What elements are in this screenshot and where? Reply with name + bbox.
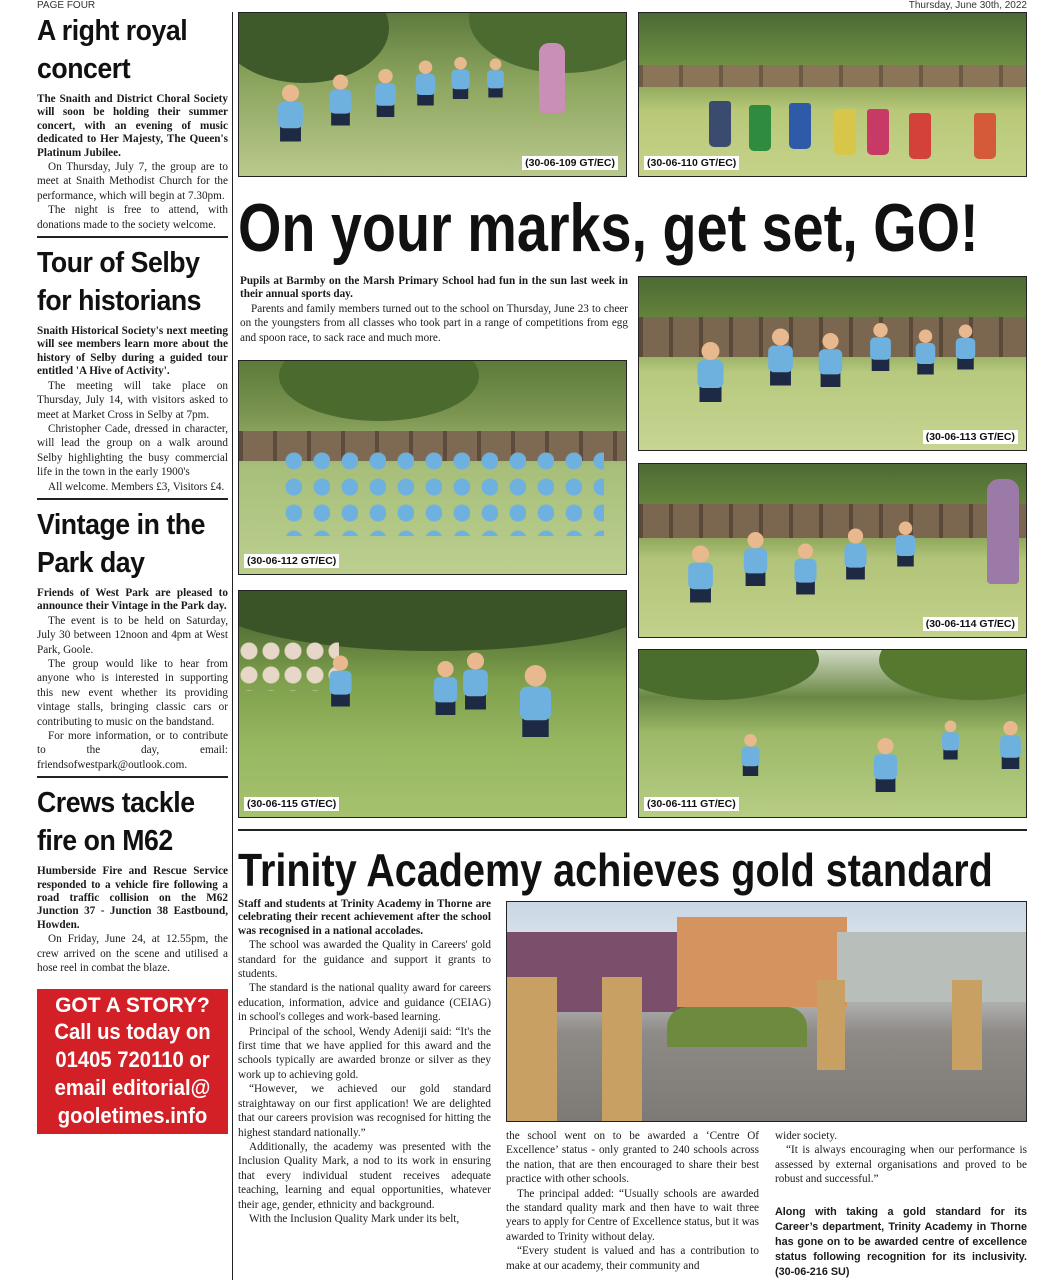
photo-sports-day-114 — [638, 463, 1027, 638]
article-paragraph: The principal added: “Usually schools are awarded the standard quality mark and then have to wait three years to apply for Centre of Excellence status, but it was awarded to Trinity without delay. — [506, 1187, 759, 1243]
sack — [909, 113, 931, 159]
article-paragraph: The event is to be held on Saturday, July 30 between 12noon and 4pm at West Park, Goole. — [37, 614, 228, 656]
child-figure — [451, 57, 469, 99]
article-paragraph: For more information, or to contribute to the day, email: friendsofwestpark@outlook.com. — [37, 730, 228, 771]
child-figure — [487, 59, 504, 98]
photo-sports-day-112 — [238, 360, 627, 575]
headline-line-2: for historians — [37, 285, 202, 318]
adult-figure — [987, 479, 1019, 584]
child-figure — [819, 333, 842, 387]
article-paragraph: “However, we achieved our gold standard straightaway on our first application! We are delighted that our careers provision was recognised for hitting the highest standard nationally.” — [238, 1083, 491, 1139]
article-paragraph: the school went on to be awarded a ‘Centre Of Excellence’ status - only granted to 240 schools across the nation, that are then encouraged to share their best practice with other schools. — [506, 1130, 759, 1186]
headline-line-1: A right royal — [37, 15, 188, 47]
article-sports-day-text — [240, 275, 628, 345]
article-paragraph: Principal of the school, Wendy Adeniji said: “It's the first time that we have applied for this award and the schools typically are awarded bronze or silver as they work up to achieving gold. — [238, 1025, 491, 1081]
story-box-email: gooletimes.info — [57, 1103, 208, 1129]
child-figure — [874, 738, 897, 792]
article-paragraph: The night is free to attend, with donations made to the society welcome. — [37, 204, 228, 231]
child-figure — [741, 734, 759, 776]
child-figure — [329, 75, 351, 126]
photo-caption: (30-06-113 GT/EC) — [923, 430, 1018, 444]
divider — [238, 829, 1027, 831]
article-lead: Humberside Fire and Rescue Service responded to a vehicle fire following a road traffic collision on the M62 Junction 37 - Junction 38 Eastbound, Howden. — [37, 865, 228, 931]
child-figure — [794, 544, 816, 595]
photo-caption: (30-06-111 GT/EC) — [644, 797, 739, 811]
photo-sports-day-111 — [638, 649, 1027, 818]
child-figure — [768, 329, 793, 386]
divider — [37, 498, 228, 500]
article-paragraph: The standard is the national quality award for careers education, information, advice and guidance (CEIAG) in school's colleges and work-based learning. — [238, 982, 491, 1024]
photo-trinity-academy — [506, 901, 1027, 1122]
article-paragraph: Parents and family members turned out to the school on Thursday, June 23 to cheer on the youngsters from all classes who took part in a range of competitions from egg and spoon race, to sack race and much more. — [240, 302, 628, 344]
article-paragraph: On Thursday, July 7, the group are to meet at Snaith Methodist Church for the performance, which will begin at 7.30pm. — [37, 161, 228, 202]
group-of-children — [274, 446, 604, 536]
headline-line-1: Crews tackle — [37, 787, 195, 820]
article-tour-of-selby — [37, 244, 228, 494]
photo-caption: (30-06-112 GT/EC) — [244, 554, 339, 568]
tree-shape — [279, 360, 479, 421]
sack — [709, 101, 731, 147]
article-paragraph: Christopher Cade, dressed in character, will lead the group on a walk around Selby highlighting the busy commercial life in the town in the early 1900's — [37, 422, 228, 479]
sack — [834, 109, 856, 155]
sack — [867, 109, 889, 155]
gate-pillar — [952, 980, 982, 1070]
article-paragraph: On Friday, June 24, at 12.55pm, the crew arrived on the scene and utilised a hose reel in combat the blaze. — [37, 933, 228, 975]
sack — [789, 103, 811, 149]
article-paragraph: The school was awarded the Quality in Careers' gold standard for the guidance and support it grants to students. — [238, 939, 491, 981]
building — [837, 932, 1027, 1002]
photo-caption: (30-06-115 GT/EC) — [244, 797, 339, 811]
page-number: PAGE FOUR — [37, 0, 96, 11]
article-paragraph: Additionally, the academy was presented with the Inclusion Quality Mark, a nod to its work in ensuring that every individual student receives adequate teaching, learning and equal opportunities, whatever their age, gender, ethnicity and background. — [238, 1140, 491, 1211]
article-paragraph: wider society. — [775, 1130, 838, 1142]
article-lead: Staff and students at Trinity Academy in Thorne are celebrating their recent achievement after the school was recognised in a national accolades. — [238, 898, 491, 937]
article-paragraph: “Every student is valued and has a contribution to make at our academy, their community and — [506, 1245, 759, 1272]
child-figure — [463, 653, 488, 710]
article-paragraph: With the Inclusion Quality Mark under its belt, — [249, 1212, 460, 1225]
article-paragraph: All welcome. Members £3, Visitors £4. — [48, 480, 225, 493]
sack — [749, 105, 771, 151]
headline-line-1: Vintage in the — [37, 508, 206, 541]
spectators — [239, 641, 339, 691]
hedge — [667, 1007, 807, 1047]
child-figure — [1000, 721, 1021, 769]
photo-caption: (30-06-110 GT/EC) — [644, 156, 739, 170]
story-box-line: email editorial@ — [54, 1075, 211, 1101]
got-a-story-box — [37, 989, 228, 1134]
column-divider — [232, 12, 233, 1280]
fence — [639, 504, 1026, 538]
child-figure — [375, 69, 396, 117]
article-crews-fire — [37, 784, 228, 975]
gate-pillar — [602, 977, 642, 1122]
child-figure — [870, 323, 891, 371]
article-lead: Snaith Historical Society's next meeting will see members learn more about the history of Selby during a guided tour entitled 'A Hive of Activity'. — [37, 325, 228, 378]
article-vintage-park — [37, 506, 228, 772]
child-figure — [744, 532, 767, 586]
adult-figure — [539, 43, 565, 113]
tree-shape — [879, 649, 1027, 700]
photo-caption: (30-06-114 GT/EC) — [923, 617, 1018, 631]
tree-shape — [638, 649, 819, 700]
child-figure — [416, 61, 436, 106]
child-figure — [688, 546, 713, 603]
photo-caption-trinity: Along with taking a gold standard for its Career’s department, Trinity Academy in Thorne has gone on to be awarded centre of excellence status following recognition for its inclusivity. (30-06-216 SU) — [775, 1205, 1027, 1278]
tree-shape — [238, 12, 389, 83]
story-box-line: Call us today on — [54, 1019, 211, 1045]
headline-trinity-academy: Trinity Academy achieves gold standard — [238, 844, 993, 896]
child-figure — [916, 330, 936, 375]
photo-sports-day-109 — [238, 12, 627, 177]
article-lead: Pupils at Barmby on the Marsh Primary School had fun in the sun last week in their annual sports day. — [240, 275, 628, 301]
sack — [974, 113, 996, 159]
photo-sports-day-115 — [238, 590, 627, 818]
photo-caption: (30-06-109 GT/EC) — [522, 156, 618, 170]
child-figure — [278, 85, 303, 142]
child-figure — [520, 665, 551, 737]
article-trinity-col-3 — [775, 1129, 1027, 1280]
headline-line-2: fire on M62 — [37, 825, 173, 858]
photo-sports-day-110 — [638, 12, 1027, 177]
gate-pillar — [507, 977, 557, 1122]
child-figure — [844, 529, 866, 580]
article-paragraph: The meeting will take place on Thursday, July 14, with visitors asked to meet at Market Cross in Selby at 7pm. — [37, 379, 228, 421]
child-figure — [698, 342, 724, 402]
gate-pillar — [817, 980, 845, 1070]
left-column — [37, 12, 228, 1134]
child-figure — [942, 721, 959, 760]
article-lead: The Snaith and District Choral Society will soon be holding their summer concert, with an evening of music dedicated to Her Majesty, The Queen's Platinum Jubilee. — [37, 93, 228, 159]
photo-sports-day-113 — [638, 276, 1027, 451]
story-box-phone: 01405 720110 or — [55, 1047, 210, 1073]
headline-line-2: concert — [37, 53, 131, 85]
divider — [37, 776, 228, 778]
divider — [37, 236, 228, 238]
headline-line-2: Park day — [37, 546, 145, 579]
child-figure — [956, 325, 976, 370]
headline-sports-day: On your marks, get set, GO! — [238, 190, 979, 266]
child-figure — [329, 656, 351, 707]
article-royal-concert — [37, 12, 228, 232]
article-paragraph: “It is always encouraging when our performance is assessed by external organisations and proved to be robust and successful.” — [775, 1144, 1027, 1186]
headline-line-1: Tour of Selby — [37, 247, 200, 280]
article-lead: Friends of West Park are pleased to announce their Vintage in the Park day. — [37, 586, 228, 613]
story-box-title: GOT A STORY? — [55, 994, 210, 1018]
child-figure — [434, 661, 457, 715]
child-figure — [896, 522, 916, 567]
article-trinity-col-1 — [238, 898, 491, 1226]
issue-date: Thursday, June 30th, 2022 — [908, 0, 1027, 11]
article-trinity-col-2 — [506, 1129, 759, 1273]
fence — [639, 65, 1026, 87]
article-paragraph: The group would like to hear from anyone who is interested in supporting this new event whether its providing vintage stalls, bringing classic cars or contributing to music on the bandstand. — [37, 657, 228, 728]
